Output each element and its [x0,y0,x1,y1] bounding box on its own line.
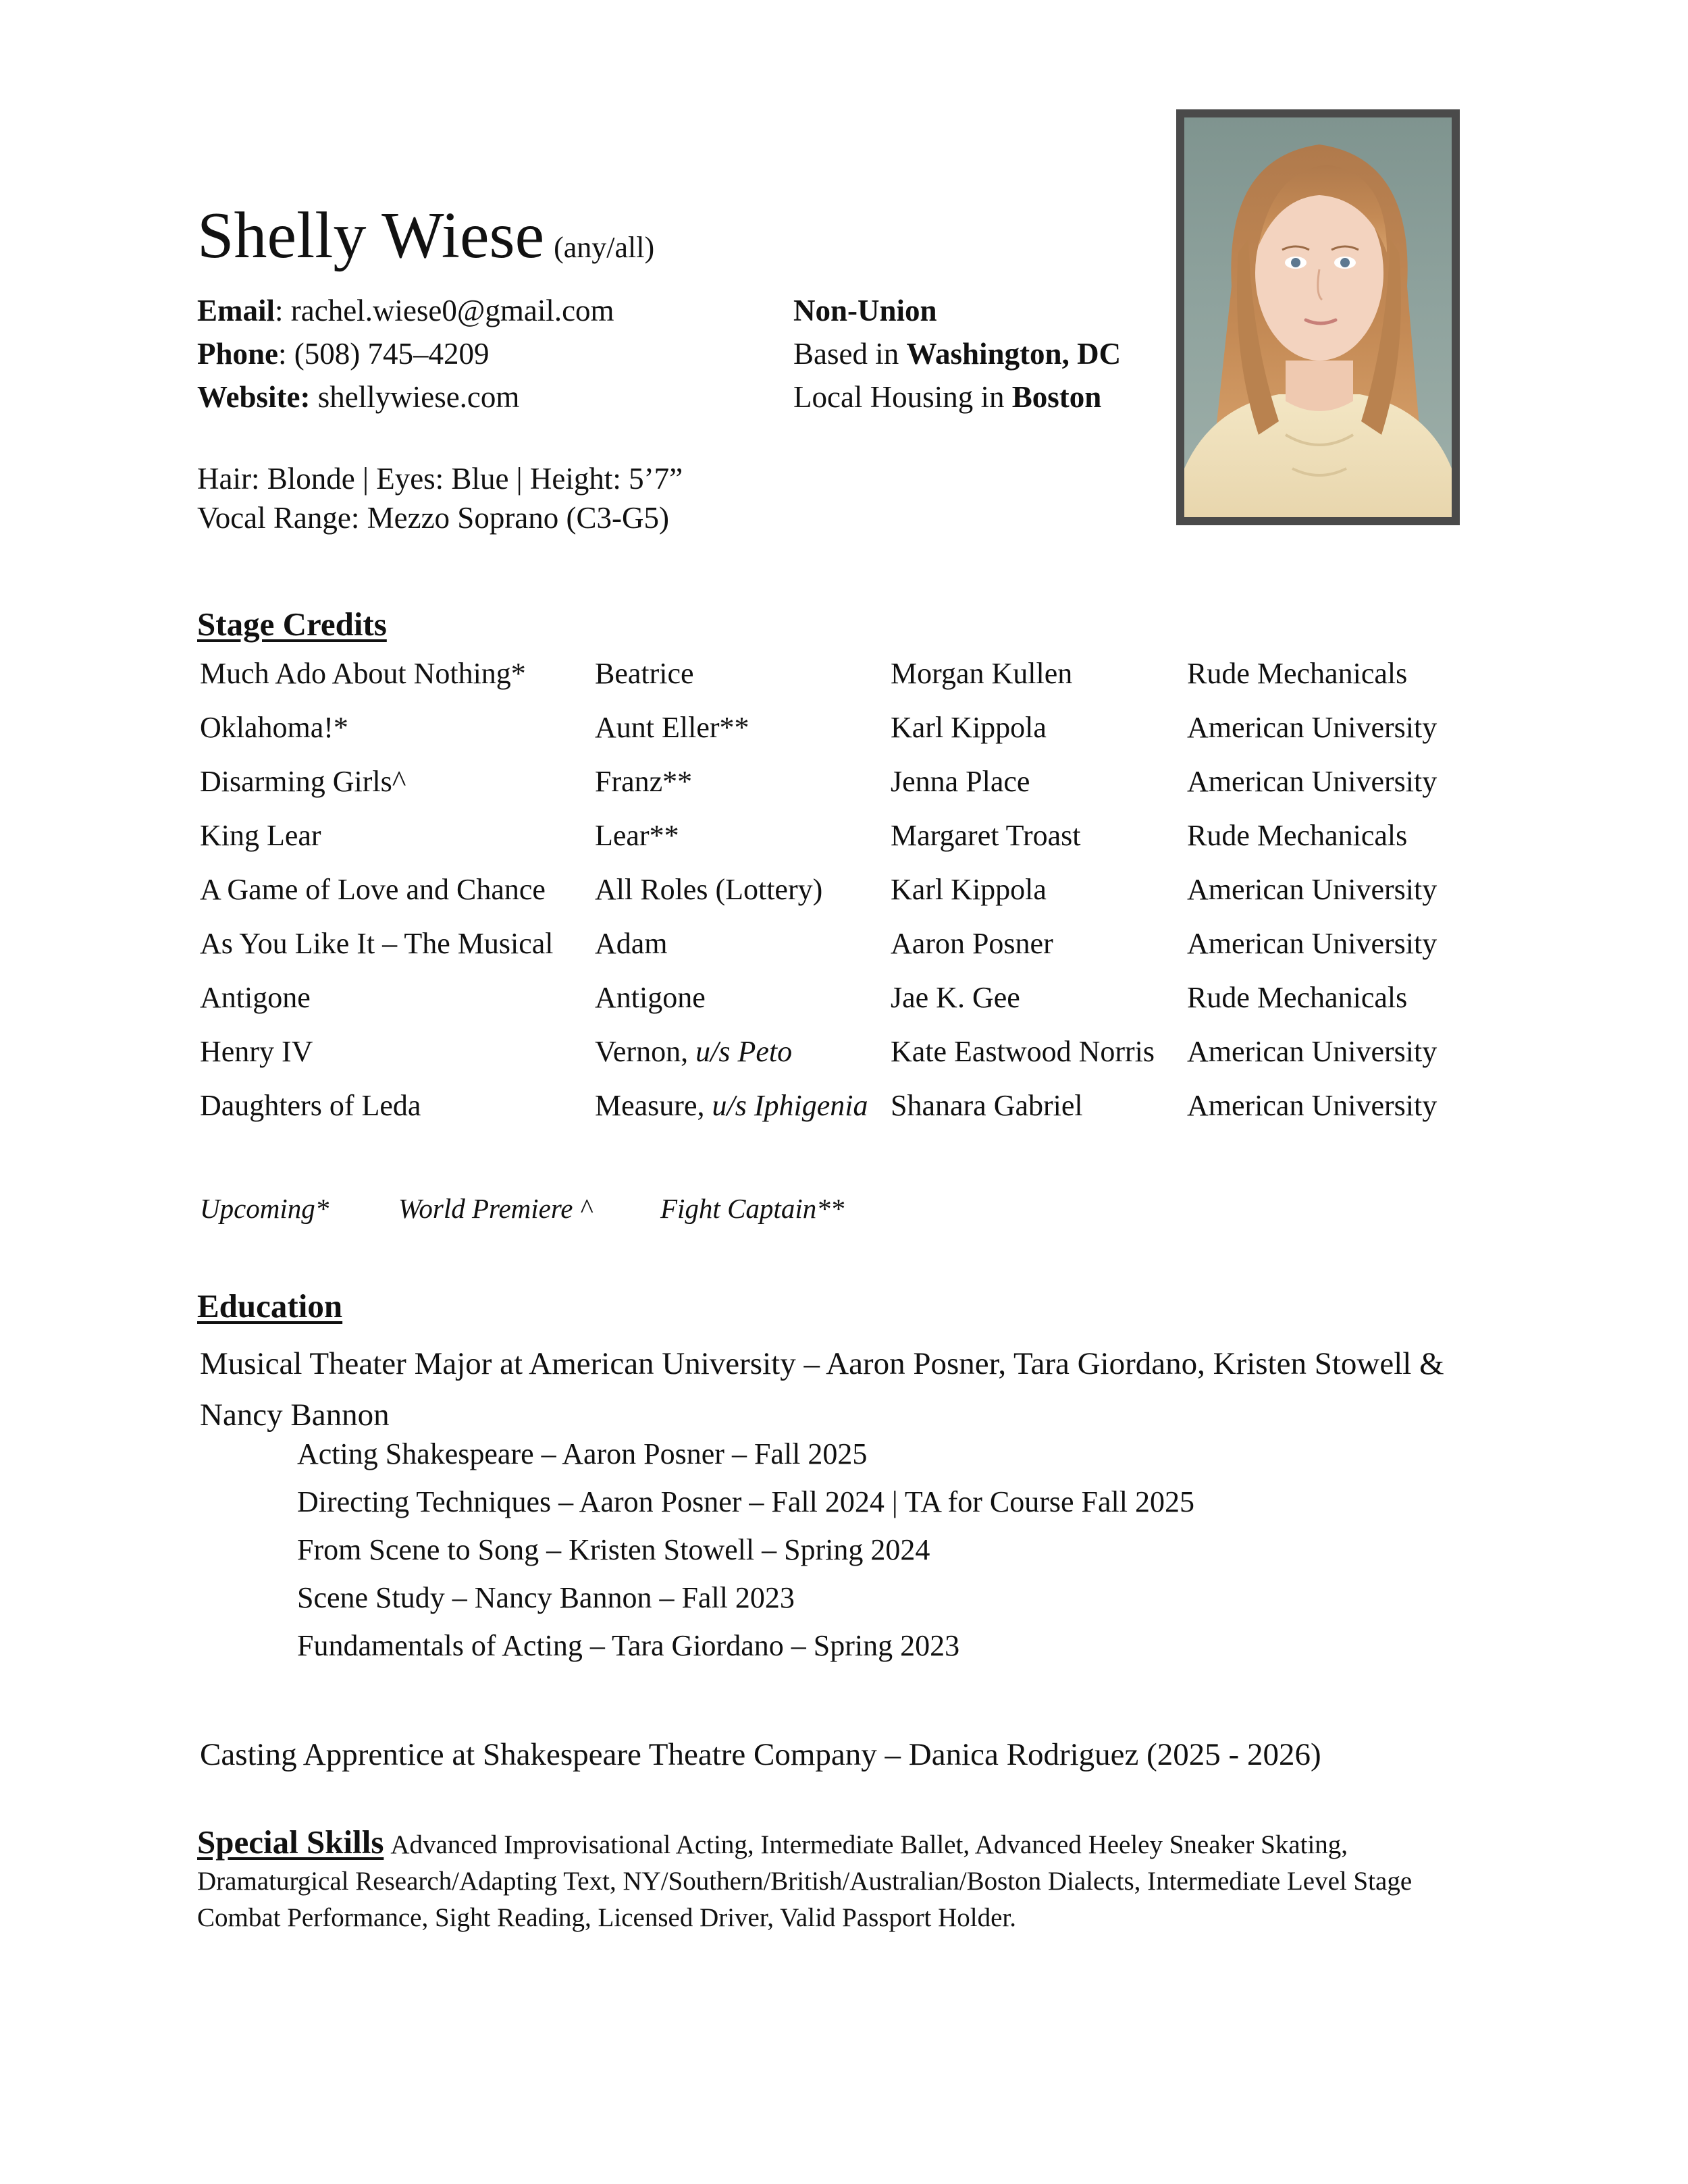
education-heading: Education [197,1287,343,1325]
role-name: Franz** [595,765,693,798]
contact-info [197,289,614,419]
show-title: Henry IV [200,1035,313,1068]
housing-city: Boston [1011,380,1102,414]
role-name: Aunt Eller** [595,711,749,744]
director: Morgan Kullen [891,657,1073,690]
company: American University [1187,765,1438,798]
show-title: A Game of Love and Chance [200,873,546,906]
special-skills [197,1824,1480,1936]
show-title: Antigone [200,981,311,1014]
role [595,656,694,691]
vocal-range: Vocal Range: Mezzo Soprano (C3-G5) [197,501,669,535]
actor-name [197,199,655,272]
based-line [793,332,1121,375]
actor-name-text: Shelly Wiese [197,199,545,272]
role [595,926,668,961]
education-program: Musical Theater Major at American University – Aaron Posner, Tara Giordano, Kristen Stowell & Nancy Bannon [200,1346,1444,1433]
show-title: Much Ado About Nothing* [200,657,526,690]
phone-label: Phone [197,337,279,371]
special-skills-heading: Special Skills [197,1823,384,1861]
show-title: As You Like It – The Musical [200,927,554,960]
special-skills-text: Advanced Improvisational Acting, Intermediate Ballet, Advanced Heeley Sneaker Skating, Dramaturgical Research/Adapting Text, NY/Southern/British/Australian/Boston Dialects, Intermediate Level Stage Combat Performance, Sight Reading, Licensed Driver, Valid Passport Holder. [197,1830,1413,1932]
union-location-info [793,289,1121,419]
role [595,1034,792,1069]
casting-apprentice: Casting Apprentice at Shakespeare Theatre Company – Danica Rodriguez (2025 - 2026) [200,1737,1321,1772]
housing-prefix: Local Housing in [793,380,1012,414]
physical-line: Hair: Blonde | Eyes: Blue | Height: 5’7” [197,462,683,496]
union-status: Non-Union [793,294,937,327]
website-line [197,375,614,419]
company: American University [1187,711,1438,744]
phone-value: (508) 745–4209 [294,337,490,371]
role-name: Beatrice [595,657,694,690]
role [595,1088,868,1123]
phone-line: Phone: (508) 745–4209 [197,337,490,371]
pronouns: (any/all) [554,231,655,264]
role [595,818,679,853]
housing-line [793,375,1121,419]
website-label: Website: [197,380,311,414]
company: Rude Mechanicals [1187,981,1408,1014]
director: Jae K. Gee [891,981,1020,1014]
role-name: Antigone [595,981,706,1014]
company: American University [1187,873,1438,906]
director: Margaret Troast [891,819,1081,852]
show-title: King Lear [200,819,321,852]
role-name: Lear** [595,819,679,852]
role-understudy: u/s Iphigenia [712,1089,868,1122]
physical-stats [197,459,683,537]
company: American University [1187,1089,1438,1122]
legend-upcoming: Upcoming* [200,1193,329,1224]
headshot-illustration [1184,117,1452,517]
director: Karl Kippola [891,873,1047,906]
website-value[interactable]: shellywiese.com [317,380,520,414]
based-prefix: Based in [793,337,907,371]
company: Rude Mechanicals [1187,819,1408,852]
role [595,710,749,745]
show-title: Oklahoma!* [200,711,348,744]
role [595,764,692,799]
director: Karl Kippola [891,711,1047,744]
director: Kate Eastwood Norris [891,1035,1155,1068]
role-name: Vernon, [595,1035,696,1068]
email-value[interactable]: rachel.wiese0@gmail.com [290,294,614,327]
role-name: Adam [595,927,668,960]
headshot-photo [1184,117,1452,517]
director: Aaron Posner [891,927,1053,960]
course-item: Acting Shakespeare – Aaron Posner – Fall 2025 [297,1437,868,1470]
role-name: All Roles (Lottery) [595,873,823,906]
role [595,872,822,907]
email-label: Email [197,294,275,327]
stage-credits-heading: Stage Credits [197,606,387,643]
email-line: Email: rachel.wiese0@gmail.com [197,294,614,327]
role [595,980,706,1015]
company: Rude Mechanicals [1187,657,1408,690]
headshot-frame [1176,109,1460,525]
company: American University [1187,1035,1438,1068]
legend-world-premiere: World Premiere ^ [398,1193,592,1224]
credits-legend [200,1192,844,1225]
director: Jenna Place [891,765,1030,798]
course-item: Directing Techniques – Aaron Posner – Fall 2024 | TA for Course Fall 2025 [297,1485,1194,1518]
company: American University [1187,927,1438,960]
show-title: Daughters of Leda [200,1089,421,1122]
course-item: From Scene to Song – Kristen Stowell – Spring 2024 [297,1533,930,1566]
role-name: Measure, [595,1089,712,1122]
course-item: Scene Study – Nancy Bannon – Fall 2023 [297,1581,795,1614]
show-title: Disarming Girls^ [200,765,406,798]
role-understudy: u/s Peto [695,1035,793,1068]
director: Shanara Gabriel [891,1089,1083,1122]
legend-fight-captain: Fight Captain** [660,1193,845,1224]
based-city: Washington, DC [906,337,1122,371]
course-item: Fundamentals of Acting – Tara Giordano – Spring 2023 [297,1629,960,1662]
